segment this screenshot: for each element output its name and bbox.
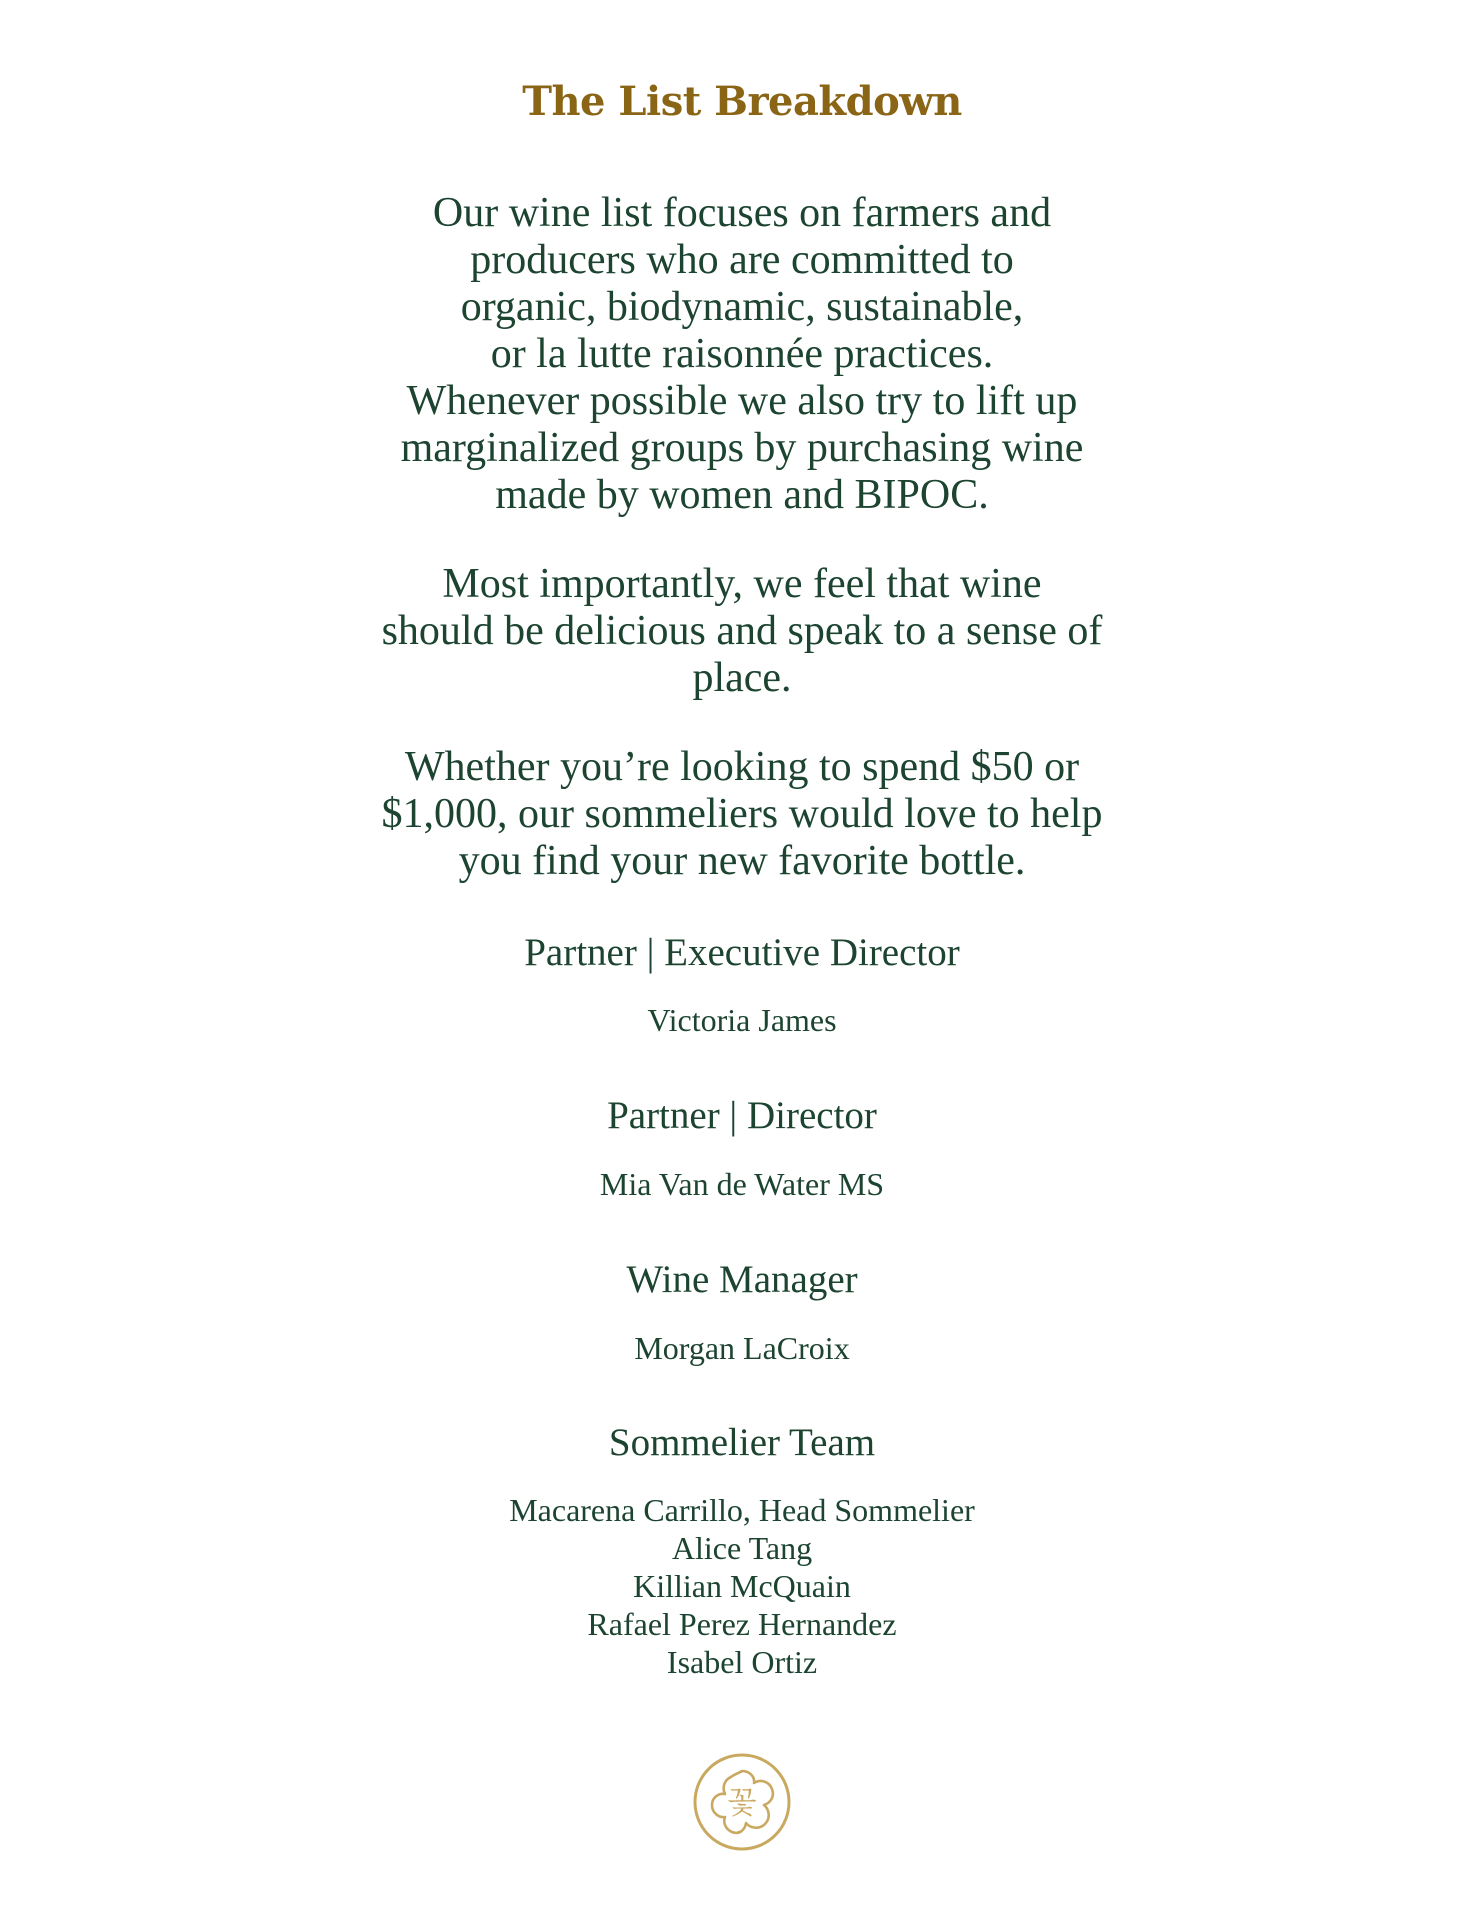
logo-glyph: 꽃 (727, 1786, 757, 1821)
staff-role-executive-director: Partner | Executive Director (524, 931, 960, 974)
intro-line: Whenever possible we also try to lift up (406, 378, 1078, 424)
intro-line: producers who are committed to (470, 237, 1014, 283)
intro-line: should be delicious and speak to a sense of (381, 608, 1103, 654)
intro-line: $1,000, our sommeliers would love to help (381, 791, 1103, 837)
staff-name: Morgan LaCroix (634, 1330, 850, 1366)
staff-name: Isabel Ortiz (666, 1644, 818, 1680)
intro-line: or la lutte raisonnée practices. (490, 331, 994, 377)
staff-role-wine-manager: Wine Manager (626, 1258, 858, 1301)
staff-name: Rafael Perez Hernandez (587, 1606, 897, 1642)
staff-role-sommelier-team: Sommelier Team (608, 1421, 876, 1464)
intro-paragraph-1 (0, 190, 1484, 519)
intro-line: Most importantly, we feel that wine (442, 561, 1042, 607)
intro-line: you find your new favorite bottle. (458, 838, 1026, 884)
intro-line: Whether you’re looking to spend $50 or (404, 744, 1080, 790)
intro-line: marginalized groups by purchasing wine (400, 425, 1084, 471)
staff-name: Killian McQuain (633, 1568, 851, 1604)
staff-name: Alice Tang (671, 1530, 813, 1566)
staff-role-director: Partner | Director (607, 1094, 877, 1137)
sommelier-team-list (0, 1491, 1484, 1681)
intro-line: made by women and BIPOC. (495, 472, 989, 518)
staff-name: Mia Van de Water MS (599, 1166, 885, 1202)
intro-paragraph-2 (0, 561, 1484, 702)
intro-line: organic, biodynamic, sustainable, (460, 284, 1024, 330)
staff-name: Macarena Carrillo, Head Sommelier (509, 1492, 975, 1528)
intro-line: Our wine list focuses on farmers and (432, 190, 1052, 236)
page-title: The List Breakdown (522, 78, 962, 125)
intro-line: place. (692, 655, 792, 701)
staff-name: Victoria James (647, 1002, 837, 1038)
flower-seal-logo-icon (692, 1752, 792, 1852)
intro-paragraph-3 (0, 744, 1484, 885)
